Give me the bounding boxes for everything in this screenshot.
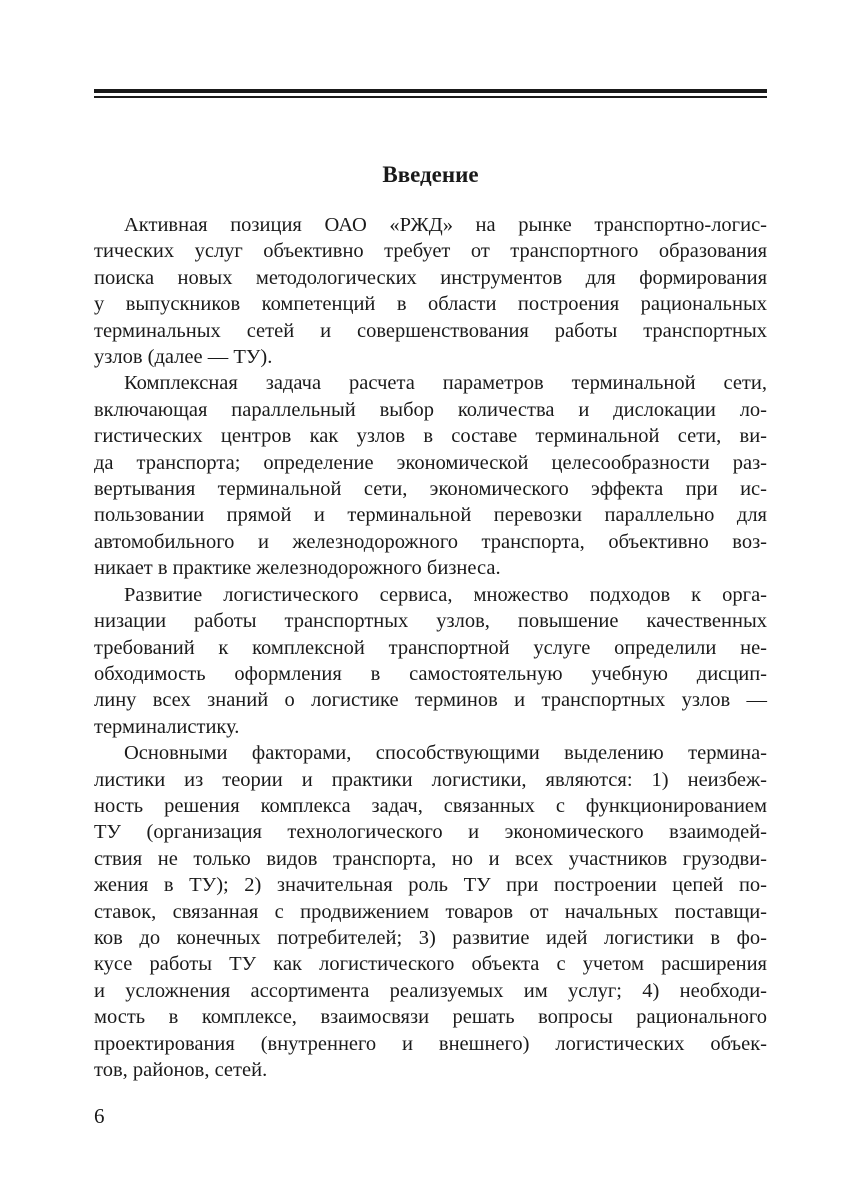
text-line: жения в ТУ); 2) значительная роль ТУ при построении цепей по- — [94, 874, 767, 897]
text-line: мость в комплексе, взаимосвязи решать вопросы рационального — [94, 1006, 767, 1029]
text-line: ТУ (организация технологического и экономического взаимодей- — [94, 821, 767, 844]
text-line: проектирования (внутреннего и внешнего) логистических объек- — [94, 1032, 767, 1055]
text-line: ность решения комплекса задач, связанных с функционированием — [94, 794, 767, 817]
body-text — [94, 212, 767, 1083]
text-line: Активная позиция ОАО «РЖД» на рынке транспортно-логис- — [124, 214, 767, 236]
text-line: гистических центров как узлов в составе терминальной сети, ви- — [94, 425, 767, 448]
text-line: ков до конечных потребителей; 3) развитие идей логистики в фо- — [94, 926, 767, 949]
text-line: никает в практике железнодорожного бизнеса. — [94, 557, 501, 580]
text-line: ствия не только видов транспорта, но и всех участников грузодви- — [94, 847, 767, 870]
paragraph-4 — [94, 740, 767, 1083]
text-line: требований к комплексной транспортной услуге определили не- — [94, 636, 767, 659]
text-line: тических услуг объективно требует от транспортного образования — [94, 240, 767, 263]
text-line: лину всех знаний о логистике терминов и транспортных узлов — — [94, 689, 767, 712]
paragraph-2 — [94, 370, 767, 581]
paragraph-3 — [94, 582, 767, 740]
text-line: ставок, связанная с продвижением товаров от начальных поставщи- — [94, 900, 767, 923]
header-rule-thin — [94, 96, 767, 98]
text-line: пользовании прямой и терминальной перевозки параллельно для — [94, 504, 767, 527]
header-rule-thick — [94, 89, 767, 93]
text-line: узлов (далее — ТУ). — [94, 346, 273, 369]
text-line: тов, районов, сетей. — [94, 1059, 268, 1081]
text-line: автомобильного и железнодорожного транспорта, объективно воз- — [94, 530, 767, 553]
text-line: Основными факторами, способствующими выделению термина- — [124, 742, 767, 765]
text-line: кусе работы ТУ как логистического объекта с учетом расширения — [94, 953, 767, 976]
text-line: и усложнения ассортимента реализуемых им услуг; 4) необходи- — [94, 979, 767, 1002]
text-line: включающая параллельный выбор количества и дислокации ло- — [94, 398, 767, 421]
text-line: да транспорта; определение экономической целесообразности раз- — [94, 451, 767, 474]
text-line: терминалистику. — [94, 715, 240, 738]
text-line: у выпускников компетенций в области построения рациональных — [94, 293, 767, 316]
text-line: листики из теории и практики логистики, являются: 1) неизбеж- — [94, 768, 767, 791]
text-line: низации работы транспортных узлов, повышение качественных — [94, 610, 767, 633]
text-line: поиска новых методологических инструментов для формирования — [94, 266, 767, 289]
text-line: терминальных сетей и совершенствования работы транспортных — [94, 319, 767, 342]
page-number: 6 — [94, 1104, 105, 1128]
text-line: обходимость оформления в самостоятельную учебную дисцип- — [94, 662, 767, 685]
text-line: вертывания терминальной сети, экономического эффекта при ис- — [94, 478, 767, 501]
text-line: Комплексная задача расчета параметров терминальной сети, — [124, 372, 767, 395]
paragraph-1 — [94, 212, 767, 370]
page-title: Введение — [382, 162, 479, 187]
text-line: Развитие логистического сервиса, множество подходов к орга- — [124, 583, 767, 606]
